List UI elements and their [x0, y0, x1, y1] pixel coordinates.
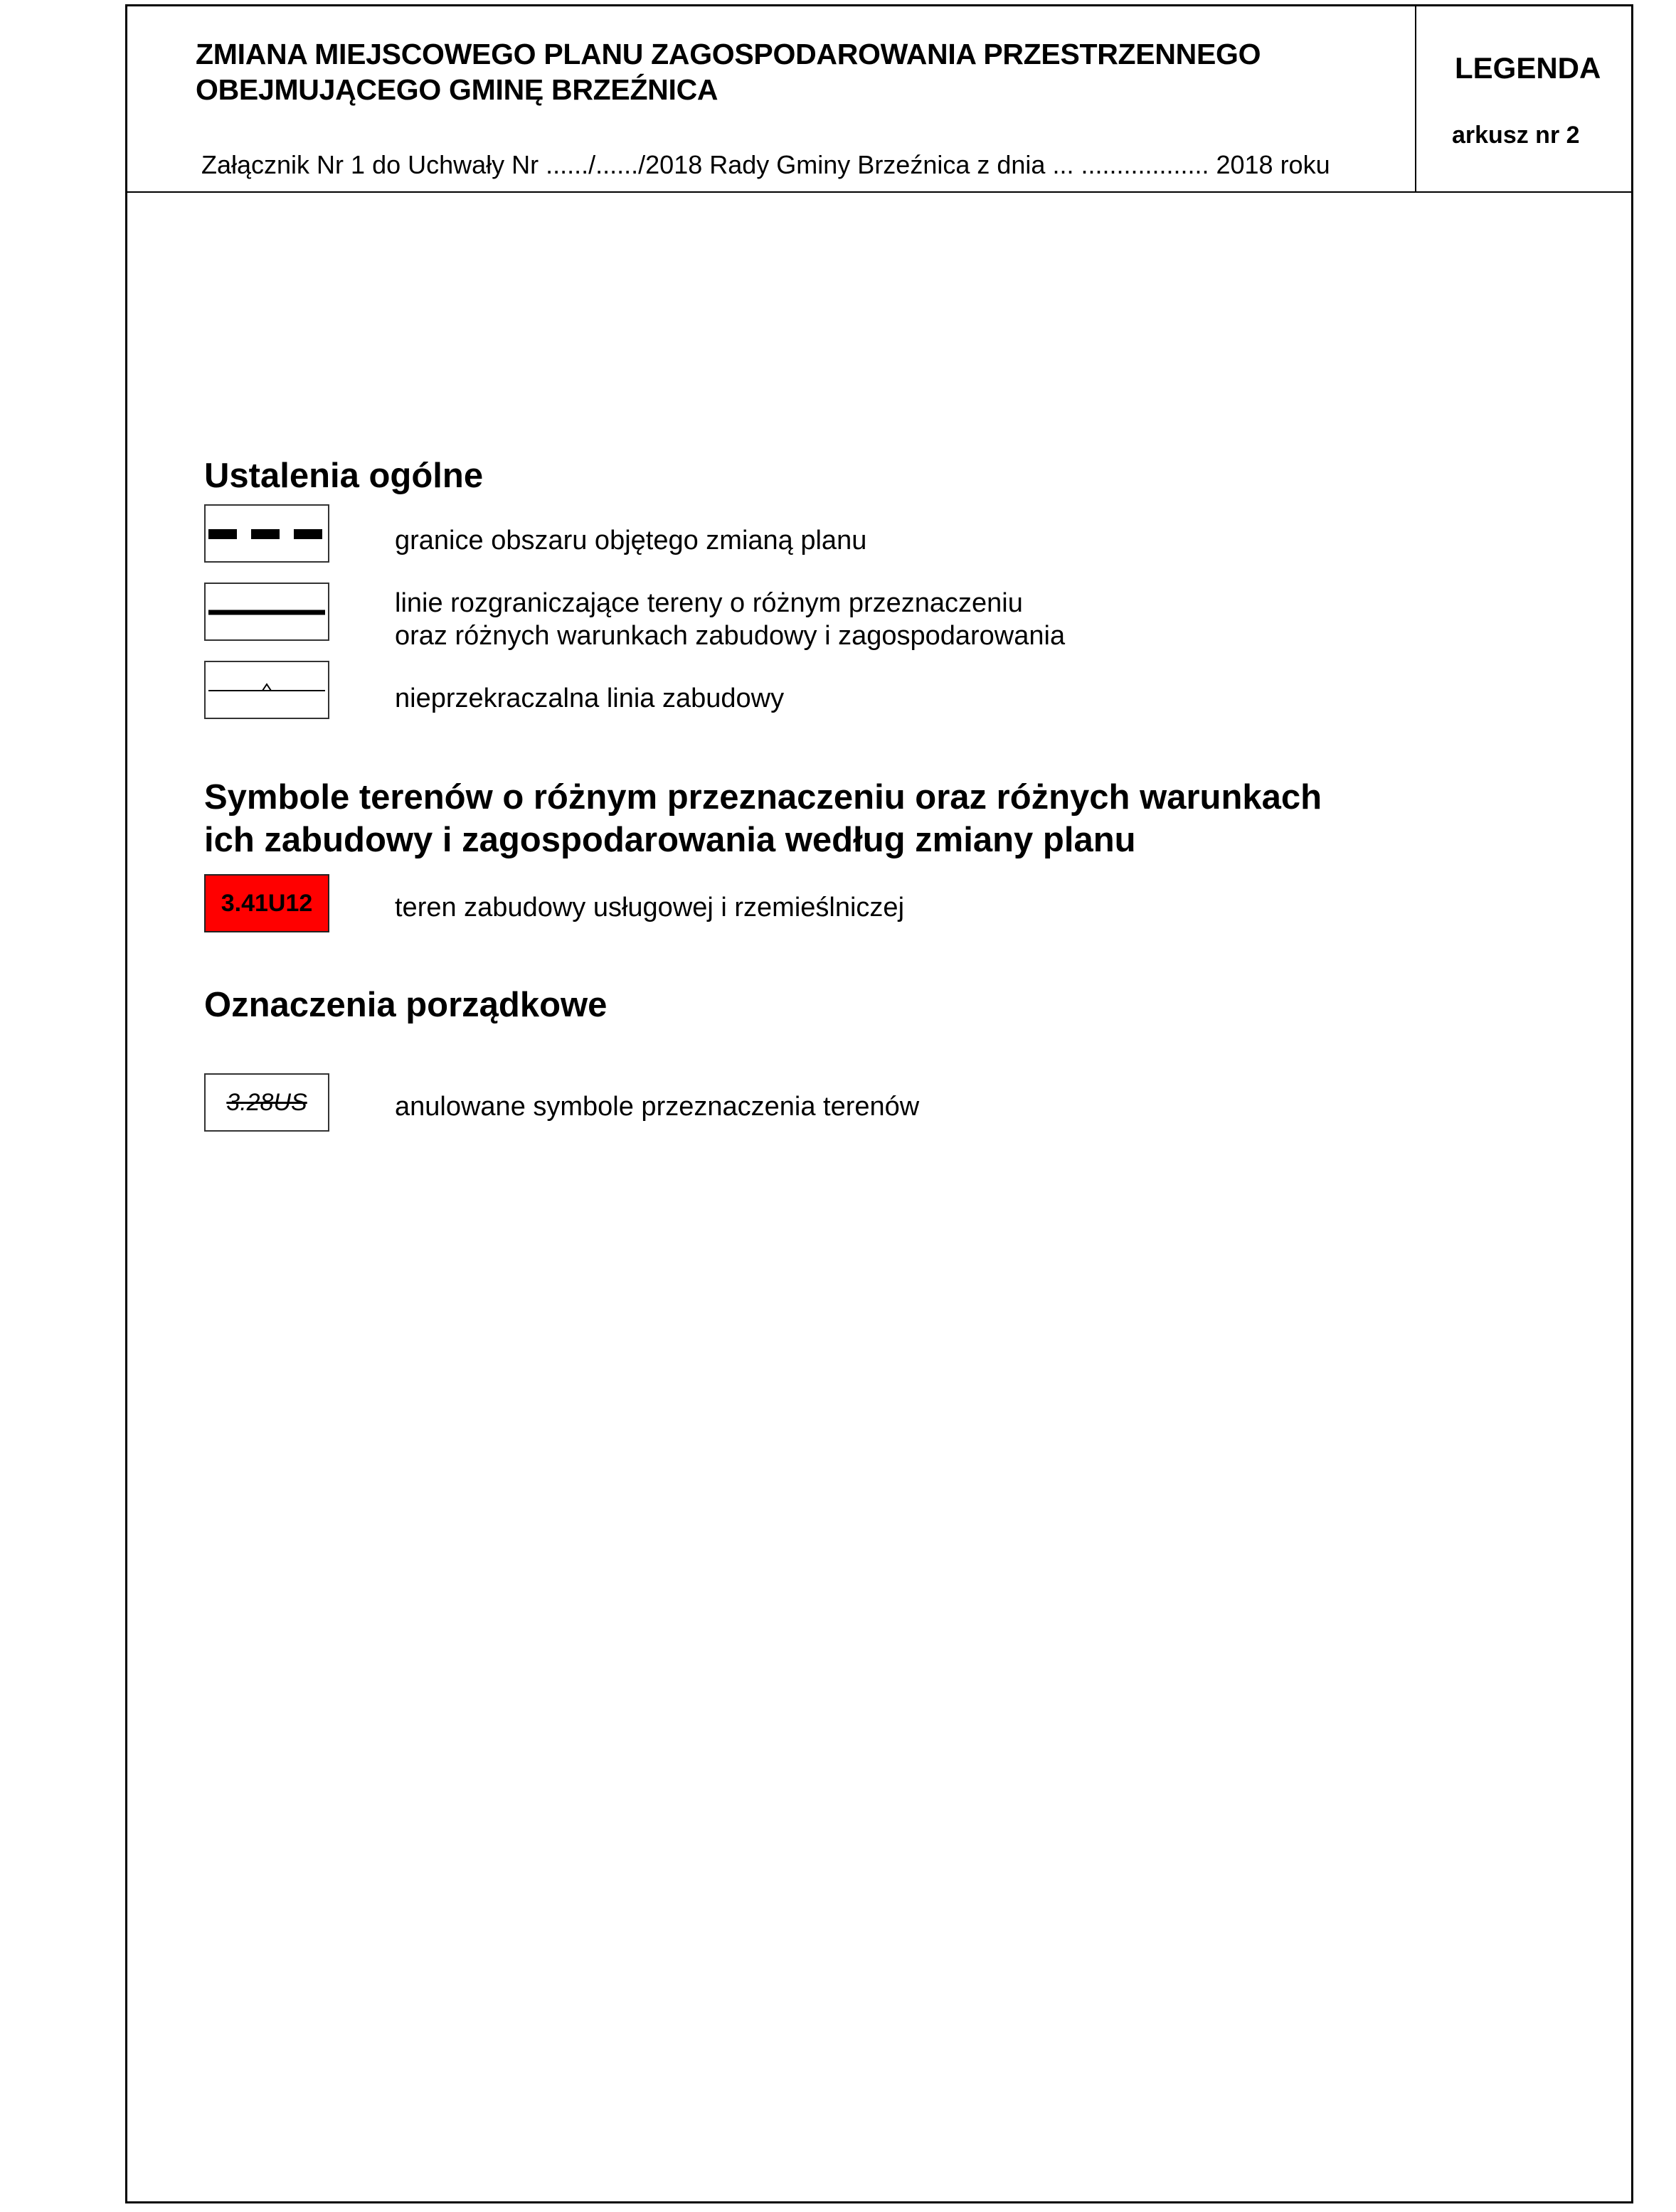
- zone-code-label: 3.41U12: [221, 889, 313, 917]
- building-line-icon: [206, 662, 328, 718]
- legend-symbol-service-zone: [204, 874, 329, 932]
- legend-box: [1415, 6, 1631, 191]
- document-title: [196, 36, 1405, 107]
- legend-text-boundary: granice obszaru objętego zmianą planu: [395, 526, 867, 555]
- title-line-1: ZMIANA MIEJSCOWEGO PLANU ZAGOSPODAROWANIA PRZESTRZENNEGO: [196, 38, 1261, 70]
- legend-text-demarcation-line-2: oraz różnych warunkach zabudowy i zagospodarowania: [395, 621, 1066, 651]
- attachment-subtitle: Załącznik Nr 1 do Uchwały Nr ....../....../2018 Rady Gminy Brzeźnica z dnia ... .................. 2018 roku: [201, 150, 1330, 179]
- title-line-2: OBEJMUJĄCEGO GMINĘ BRZEŹNICA: [196, 73, 718, 106]
- solid-line-icon: [206, 584, 328, 639]
- section-heading-land-use: [204, 776, 1322, 861]
- legend-text-demarcation-line-1: linie rozgraniczające tereny o różnym przeznaczeniu: [395, 588, 1023, 618]
- legend-symbol-cancelled-code: [204, 1073, 329, 1132]
- legend-symbol-dashed-boundary: [204, 504, 329, 563]
- section-heading-land-use-line-2: ich zabudowy i zagospodarowania według zmiany planu: [204, 821, 1136, 859]
- legend-symbol-solid-line: [204, 583, 329, 641]
- legend-text-demarcation: [395, 587, 1065, 652]
- sheet-number: arkusz nr 2: [1452, 122, 1580, 149]
- section-heading-land-use-line-1: Symbole terenów o różnym przeznaczeniu oraz różnych warunkach: [204, 778, 1322, 817]
- cancelled-code-label: 3.28US: [226, 1088, 307, 1116]
- dashed-line-icon: [206, 506, 328, 561]
- legend-text-cancelled: anulowane symbole przeznaczenia terenów: [395, 1092, 920, 1122]
- section-heading-general: Ustalenia ogólne: [204, 457, 484, 495]
- legend-symbol-building-line: [204, 661, 329, 719]
- sheet-frame: [125, 4, 1633, 2203]
- legend-text-building-line: nieprzekraczalna linia zabudowy: [395, 684, 785, 713]
- legend-title: LEGENDA: [1455, 51, 1601, 85]
- title-block: [127, 6, 1631, 193]
- section-heading-ordering: Oznaczenia porządkowe: [204, 986, 608, 1024]
- legend-text-service-zone: teren zabudowy usługowej i rzemieślniczej: [395, 893, 905, 922]
